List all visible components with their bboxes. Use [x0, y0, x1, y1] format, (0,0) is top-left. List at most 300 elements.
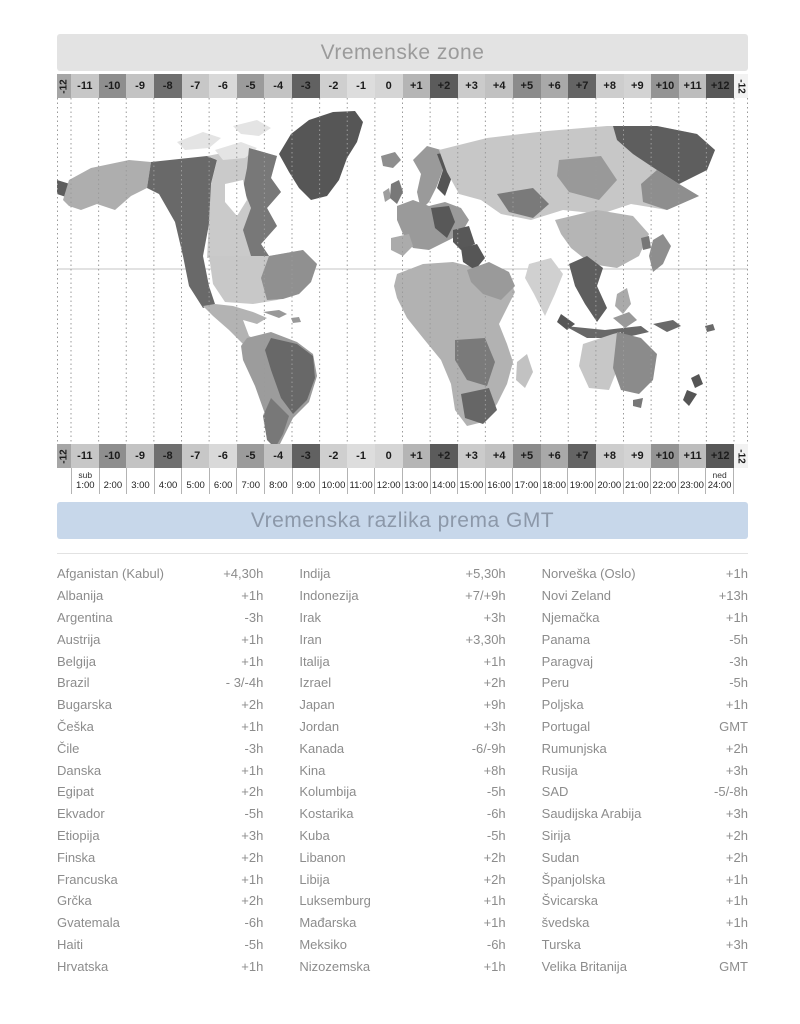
time-cell — [319, 468, 347, 494]
time-label: 7:00 — [241, 480, 260, 491]
country-name: Ekvador — [57, 806, 105, 822]
timezone-label: +10 — [655, 450, 675, 462]
gmt-offset: +3h — [483, 718, 506, 734]
timezone-cell — [568, 444, 596, 468]
gmt-offset: +1h — [725, 609, 748, 625]
country-name: Velika Britanija — [541, 958, 627, 974]
timezone-label: -8 — [162, 80, 173, 92]
gmt-offset: +3h — [725, 936, 748, 952]
timezone-label: +3 — [465, 450, 478, 462]
gmt-row — [542, 694, 748, 716]
gmt-row — [57, 737, 263, 759]
gmt-row — [542, 563, 748, 585]
gmt-row — [57, 563, 263, 585]
gmt-offset: +8h — [483, 762, 506, 778]
country-name: Panama — [541, 631, 591, 647]
country-name: Portugal — [541, 718, 591, 734]
country-name: Nizozemska — [299, 958, 371, 974]
timezone-label: -10 — [104, 450, 121, 462]
country-name: Norveška (Oslo) — [541, 566, 636, 582]
timezone-strip-bottom — [57, 444, 748, 468]
timezone-label: +6 — [548, 80, 561, 92]
gmt-offset: +1h — [241, 588, 264, 604]
gmt-offset: +2h — [241, 893, 264, 909]
timezone-cell — [71, 444, 99, 468]
time-cell — [650, 468, 678, 494]
timezone-label: -11 — [77, 80, 93, 92]
country-name: Turska — [541, 936, 581, 952]
timezone-cell — [596, 74, 624, 98]
gmt-row — [542, 955, 748, 977]
gmt-offset: -5h — [729, 631, 748, 647]
timezone-label: -2 — [328, 450, 339, 462]
time-label: 21:00 — [624, 480, 649, 491]
gmt-row — [299, 781, 505, 803]
gmt-title: Vremenska razlika prema GMT — [250, 508, 555, 532]
gmt-offset-table — [57, 553, 748, 977]
country-name: Paragvaj — [541, 653, 593, 669]
gmt-offset: +1h — [725, 697, 748, 713]
gmt-offset: -5h — [244, 936, 264, 952]
gmt-row — [299, 650, 505, 672]
gmt-offset: +1h — [483, 958, 506, 974]
country-name: švedska — [541, 915, 590, 931]
times-spacer-right — [734, 468, 748, 494]
time-cell — [430, 468, 458, 494]
country-name: Kuba — [299, 827, 330, 843]
timezone-cell — [237, 74, 265, 98]
timezone-label: -11 — [77, 450, 93, 462]
gmt-row — [57, 759, 263, 781]
time-label: 8:00 — [269, 480, 288, 491]
country-name: Sirija — [541, 827, 571, 843]
gmt-offset: -5h — [729, 675, 748, 691]
country-name: Irak — [299, 609, 321, 625]
timezone-cell — [126, 444, 154, 468]
gmt-offset: +1h — [483, 893, 506, 909]
gmt-offset: +2h — [725, 827, 748, 843]
times-spacer-left — [57, 468, 71, 494]
time-cell — [292, 468, 320, 494]
timezone-cell — [182, 74, 210, 98]
gmt-offset: -5h — [244, 806, 264, 822]
timezone-cell — [347, 444, 375, 468]
gmt-offset: +1h — [725, 893, 748, 909]
gmt-row — [299, 585, 505, 607]
gmt-offset: -6h — [244, 915, 264, 931]
gmt-row — [542, 650, 748, 672]
timezone-cells-bottom — [71, 444, 734, 468]
timezone-label: +2 — [437, 80, 451, 92]
gmt-row — [542, 890, 748, 912]
gmt-offset: +2h — [725, 740, 748, 756]
timezone-label: -4 — [273, 80, 284, 92]
gmt-offset: -6h — [486, 806, 506, 822]
gmt-row — [542, 716, 748, 738]
timezone-cell — [292, 444, 320, 468]
timezone-label: +10 — [655, 80, 675, 92]
timezone-label: +12 — [710, 80, 730, 92]
country-name: Sudan — [541, 849, 580, 865]
gmt-row — [299, 912, 505, 934]
country-name: Njemačka — [541, 609, 600, 625]
country-name: Grčka — [57, 893, 92, 909]
country-name: Libanon — [299, 849, 346, 865]
country-name: Čile — [57, 740, 80, 756]
time-cell — [623, 468, 651, 494]
timezone-label: +3 — [465, 80, 478, 92]
timezone-cell — [126, 74, 154, 98]
time-cell — [209, 468, 237, 494]
timezone-cell — [624, 444, 652, 468]
gmt-offset: +5,30h — [465, 566, 506, 582]
gmt-offset: +3h — [483, 609, 506, 625]
gmt-offset: +1h — [241, 653, 264, 669]
gmt-offset: +2h — [483, 871, 506, 887]
world-map-svg — [57, 98, 748, 444]
timezone-cell — [458, 74, 486, 98]
gmt-offset: +1h — [241, 631, 264, 647]
timezone-cell — [679, 444, 707, 468]
time-label: 18:00 — [542, 480, 566, 491]
timezone-cell — [264, 444, 292, 468]
timezone-cell-minus12-left — [57, 74, 71, 98]
timezone-label: -2 — [328, 80, 339, 92]
gmt-row — [299, 607, 505, 629]
country-name: Indija — [299, 566, 331, 582]
gmt-row — [542, 737, 748, 759]
country-name: Egipat — [57, 784, 94, 800]
timezone-label: -5 — [245, 80, 256, 92]
gmt-offset: +1h — [725, 871, 748, 887]
time-cell — [99, 468, 127, 494]
country-name: Španjolska — [541, 871, 606, 887]
gmt-offset: GMT — [719, 718, 748, 734]
timezone-label: -10 — [104, 80, 121, 92]
timezone-cell — [154, 74, 182, 98]
timezone-cell — [403, 444, 431, 468]
time-label: 13:00 — [404, 480, 429, 491]
timezone-cell — [568, 74, 596, 98]
gmt-offset: +1h — [241, 762, 264, 778]
country-name: Afganistan (Kabul) — [57, 566, 164, 582]
gmt-row — [57, 846, 263, 868]
continent-south-america — [241, 332, 317, 444]
time-cell — [236, 468, 264, 494]
timezone-label: +1 — [410, 80, 423, 92]
timezone-cell — [375, 444, 403, 468]
gmt-offset: +2h — [241, 697, 264, 713]
timezone-cell — [99, 444, 127, 468]
timezone-label: -7 — [190, 80, 201, 92]
time-label: 5:00 — [186, 480, 205, 491]
country-name: Finska — [57, 849, 96, 865]
country-name: Gvatemala — [57, 915, 120, 931]
timezone-label: +12 — [710, 450, 730, 462]
gmt-row — [57, 607, 263, 629]
timezone-cell — [209, 74, 237, 98]
gmt-row — [542, 628, 748, 650]
country-name: Kanada — [299, 740, 345, 756]
time-cell — [181, 468, 209, 494]
timezone-cells-top — [71, 74, 734, 98]
gmt-offset: -5h — [486, 827, 506, 843]
gmt-column-2 — [299, 563, 505, 977]
gmt-offset: +1h — [725, 566, 748, 582]
timezone-cell — [237, 444, 265, 468]
timezone-cell — [706, 444, 734, 468]
gmt-offset: +3,30h — [465, 631, 506, 647]
time-label: 9:00 — [296, 480, 316, 491]
timezone-label: +6 — [548, 450, 561, 462]
timezone-label: -9 — [135, 80, 145, 92]
gmt-row — [299, 868, 505, 890]
day-label: ned — [712, 470, 727, 480]
timezone-label: +5 — [520, 80, 534, 92]
gmt-row — [57, 628, 263, 650]
gmt-offset: +1h — [241, 871, 264, 887]
gmt-row — [57, 825, 263, 847]
gmt-column-1 — [57, 563, 263, 977]
gmt-row — [542, 868, 748, 890]
gmt-offset: +1h — [483, 653, 506, 669]
gmt-row — [542, 607, 748, 629]
gmt-row — [299, 737, 505, 759]
gmt-offset: +1h — [725, 915, 748, 931]
time-label: 3:00 — [131, 480, 150, 491]
timezone-label: +4 — [492, 450, 506, 462]
gmt-offset: -5h — [486, 784, 506, 800]
gmt-offset: +13h — [718, 588, 748, 604]
timezone-cell — [264, 74, 292, 98]
country-name: Meksiko — [299, 936, 348, 952]
gmt-row — [57, 781, 263, 803]
gmt-row — [57, 890, 263, 912]
gmt-offset: +2h — [725, 849, 748, 865]
time-cell — [485, 468, 513, 494]
time-label: 11:00 — [349, 480, 373, 491]
country-name: Rumunjska — [541, 740, 607, 756]
country-name: Kina — [299, 762, 326, 778]
country-name: Češka — [57, 718, 94, 734]
continent-north-america — [57, 120, 317, 352]
timezone-label: -4 — [273, 450, 284, 462]
time-label: 19:00 — [569, 480, 594, 491]
timezone-cell — [485, 74, 513, 98]
gmt-row — [299, 628, 505, 650]
gmt-row — [542, 912, 748, 934]
gmt-row — [57, 803, 263, 825]
timezone-label: -12 — [735, 448, 747, 464]
zones-title-band — [57, 34, 748, 71]
timezone-label: +8 — [603, 80, 616, 92]
gmt-row — [299, 759, 505, 781]
country-name: Saudijska Arabija — [541, 806, 642, 822]
country-name: Albanija — [57, 588, 104, 604]
gmt-row — [542, 672, 748, 694]
gmt-row — [299, 934, 505, 956]
country-name: Brazil — [57, 675, 90, 691]
gmt-row — [542, 585, 748, 607]
time-cell — [567, 468, 595, 494]
timezone-cell — [209, 444, 237, 468]
timezone-label: +5 — [520, 450, 534, 462]
country-name: Austrija — [57, 631, 101, 647]
time-label: 15:00 — [459, 480, 484, 491]
time-cell — [126, 468, 154, 494]
timezone-cell — [513, 74, 541, 98]
gmt-row — [57, 716, 263, 738]
gmt-offset: +1h — [241, 958, 264, 974]
country-name: Libija — [299, 871, 330, 887]
gmt-offset: -3h — [244, 740, 264, 756]
timezone-cell — [154, 444, 182, 468]
gmt-offset: +2h — [241, 849, 264, 865]
day-label: sub — [78, 470, 93, 480]
time-cells — [71, 468, 734, 494]
country-name: Italija — [299, 653, 330, 669]
timezone-label: -12 — [58, 78, 70, 94]
timezone-label: -6 — [218, 80, 228, 92]
gmt-row — [57, 650, 263, 672]
gmt-row — [299, 955, 505, 977]
time-label: 6:00 — [213, 480, 233, 491]
timezone-label: +4 — [492, 80, 506, 92]
gmt-row — [542, 781, 748, 803]
time-cell — [374, 468, 402, 494]
timezone-label: -12 — [735, 78, 747, 94]
timezone-label: -3 — [300, 450, 311, 462]
gmt-offset: -3h — [244, 609, 264, 625]
country-name: Danska — [57, 762, 102, 778]
gmt-row — [299, 825, 505, 847]
timezone-cell — [320, 444, 348, 468]
time-cell — [678, 468, 706, 494]
timezone-cell — [651, 444, 679, 468]
country-name: Japan — [299, 697, 335, 713]
timezone-cell — [430, 74, 458, 98]
timezone-cell — [624, 74, 652, 98]
gmt-row — [57, 912, 263, 934]
timezone-label: +8 — [603, 450, 616, 462]
timezone-cell — [485, 444, 513, 468]
timezone-cell — [596, 444, 624, 468]
timezone-cell — [541, 444, 569, 468]
time-label: 23:00 — [680, 480, 704, 491]
gmt-row — [542, 846, 748, 868]
timezone-cell-minus12-right — [734, 444, 748, 468]
timezone-label: +11 — [683, 450, 702, 462]
country-name: Iran — [299, 631, 322, 647]
gmt-row — [299, 846, 505, 868]
timezone-cell-minus12-right — [734, 74, 748, 98]
gmt-offset: +4,30h — [223, 566, 264, 582]
world-map — [57, 98, 748, 444]
gmt-row — [57, 672, 263, 694]
time-label: 4:00 — [158, 480, 178, 491]
gmt-offset: -3h — [729, 653, 748, 669]
country-name: Kostarika — [299, 806, 354, 822]
country-name: Indonezija — [299, 588, 359, 604]
timezone-label: +9 — [631, 80, 644, 92]
gmt-column-3 — [542, 563, 748, 977]
timezone-label: -12 — [58, 448, 70, 464]
timezone-label: +11 — [683, 80, 702, 92]
timezone-label: 0 — [385, 450, 392, 462]
gmt-row — [299, 803, 505, 825]
gmt-offset: +2h — [483, 849, 506, 865]
timezone-label: +1 — [410, 450, 423, 462]
gmt-row — [299, 694, 505, 716]
gmt-row — [57, 585, 263, 607]
gmt-offset: - 3/-4h — [225, 675, 264, 691]
country-name: Izrael — [299, 675, 332, 691]
time-label: 24:00 — [707, 480, 732, 491]
country-name: Etiopija — [57, 827, 100, 843]
gmt-offset: +2h — [241, 784, 264, 800]
timezone-cell — [430, 444, 458, 468]
country-name: SAD — [541, 784, 569, 800]
country-name: Rusija — [541, 762, 578, 778]
timezone-label: -1 — [356, 80, 366, 92]
gmt-offset: +3h — [725, 762, 748, 778]
gmt-row — [57, 955, 263, 977]
timezone-label: 0 — [385, 80, 392, 92]
times-row — [57, 468, 748, 494]
time-cell — [595, 468, 623, 494]
gmt-row — [57, 934, 263, 956]
country-name: Novi Zeland — [541, 588, 612, 604]
gmt-offset: +7/+9h — [465, 588, 506, 604]
timezone-cell — [320, 74, 348, 98]
gmt-row — [57, 868, 263, 890]
time-label: 17:00 — [514, 480, 539, 491]
time-cell — [540, 468, 568, 494]
timezone-label: -8 — [162, 450, 173, 462]
time-cell — [154, 468, 182, 494]
gmt-row — [299, 563, 505, 585]
timezone-cell — [651, 74, 679, 98]
timezone-cell — [182, 444, 210, 468]
time-cell — [71, 468, 99, 494]
time-cell — [512, 468, 540, 494]
gmt-row — [57, 694, 263, 716]
gmt-offset: -6/-9h — [471, 740, 506, 756]
time-label: 14:00 — [431, 480, 456, 491]
timezone-label: -9 — [135, 450, 145, 462]
gmt-offset: GMT — [719, 958, 748, 974]
country-name: Švicarska — [541, 893, 599, 909]
gmt-offset: +3h — [725, 806, 748, 822]
gmt-offset: +1h — [241, 718, 264, 734]
time-label: 1:00 — [76, 480, 95, 491]
timezone-label: -7 — [190, 450, 201, 462]
time-label: 22:00 — [652, 480, 677, 491]
country-name: Kolumbija — [299, 784, 357, 800]
timezone-cell — [679, 74, 707, 98]
country-name: Haiti — [57, 936, 84, 952]
time-cell — [705, 468, 734, 494]
gmt-offset: -6h — [486, 936, 506, 952]
time-label: 2:00 — [103, 480, 123, 491]
gmt-offset: +2h — [483, 675, 506, 691]
timezone-label: +7 — [575, 450, 589, 462]
gmt-row — [299, 890, 505, 912]
gmt-offset: +1h — [483, 915, 506, 931]
country-name: Hrvatska — [57, 958, 109, 974]
timezone-label: -1 — [356, 450, 366, 462]
country-name: Francuska — [57, 871, 118, 887]
